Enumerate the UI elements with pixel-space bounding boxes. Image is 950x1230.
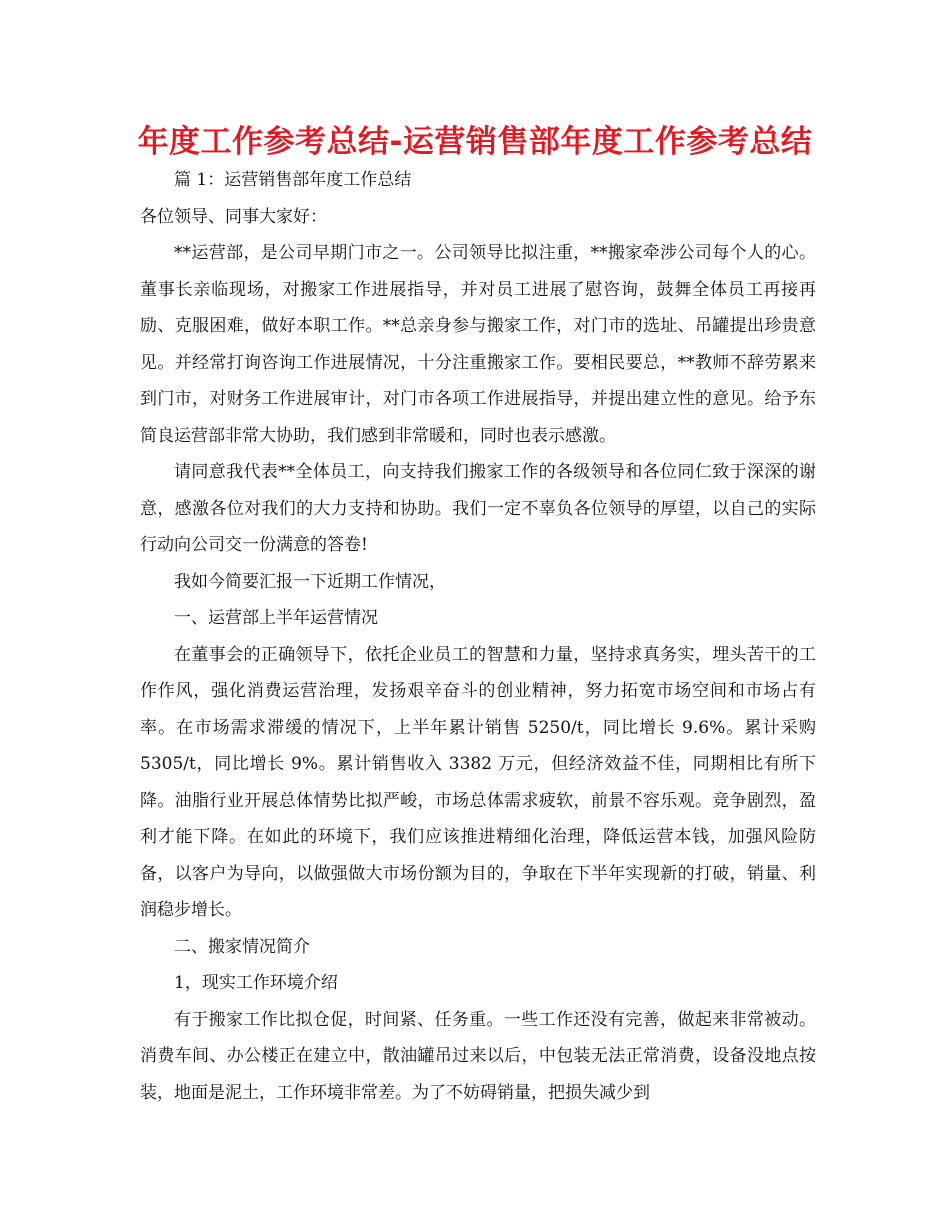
paragraph-heading-operations: 一、运营部上半年运营情况 xyxy=(174,608,378,628)
paragraph-greeting: 各位领导、同事大家好： xyxy=(140,206,327,227)
paragraph-report-lead: 我如今简要汇报一下近期工作情况， xyxy=(174,571,446,592)
paragraph-subheading-environment: 1，现实工作环境介绍 xyxy=(174,973,338,993)
paragraph-intro: **运营部，是公司早期门市之一。公司领导比拟注重，**搬家牵涉公司每个人的心。董事长亲临现场，对搬家工作进展指导，并对员工进展了慰咨询，鼓舞全体员工再接再励、克服困难，做好本职工作。**总亲身参与搬家工作，对门市的选址、吊罐提出珍贵意见。并经常打询咨询工作进展情况，十分注重搬家工作。要相民要总，**教师不辞劳累来到门市，对财务工作进展审计，对门市各项工作进展指导，并提出建立性的意见。给予东简良运营部非常大协助，我们感到非常暖和，同时也表示感激。 xyxy=(140,243,816,446)
paragraph-section-heading: 篇 1：运营销售部年度工作总结 xyxy=(174,170,412,190)
paragraph-thanks: 请同意我代表**全体员工，向支持我们搬家工作的各级领导和各位同仁致于深深的谢意，感激各位对我们的大力支持和协助。我们一定不辜负各位领导的厚望，以自己的实际行动向公司交一份满意的答卷! xyxy=(140,462,816,555)
paragraph-heading-relocation: 二、搬家情况简介 xyxy=(174,936,310,957)
paragraph-operations: 在董事会的正确领导下，依托企业员工的智慧和力量，坚持求真务实，埋头苦干的工作作风，强化消费运营治理，发扬艰辛奋斗的创业精神，努力拓宽市场空间和市场占有率。在市场需求滞缓的情况下，上半年累计销售 5250/t，同比增长 9.6%。累计采购 5305/t，同比增长 9%。累计销售收入 3382 万元，但经济效益不佳，同期相比有所下降。油脂行业开展总体情势比拟严峻，市场总体需求疲软，前景不容乐观。竞争剧烈，盈利才能下降。在如此的环境下，我们应该推进精细化治理，降低运营本钱，加强风险防备，以客户为导向，以做强做大市场份额为目的，争取在下半年实现新的打破，销量、利润稳步增长。 xyxy=(140,644,816,920)
document-body xyxy=(140,162,816,1111)
paragraph-environment: 有于搬家工作比拟仓促，时间紧、任务重。一些工作还没有完善，做起来非常被动。消费车间、办公楼正在建立中，散油罐吊过来以后，中包装无法正常消费，设备没地点按装，地面是泥土，工作环境非常差。为了不妨碍销量，把损失减少到 xyxy=(140,1009,816,1103)
document-title: 年度工作参考总结-运营销售部年度工作参考总结 xyxy=(137,124,813,160)
